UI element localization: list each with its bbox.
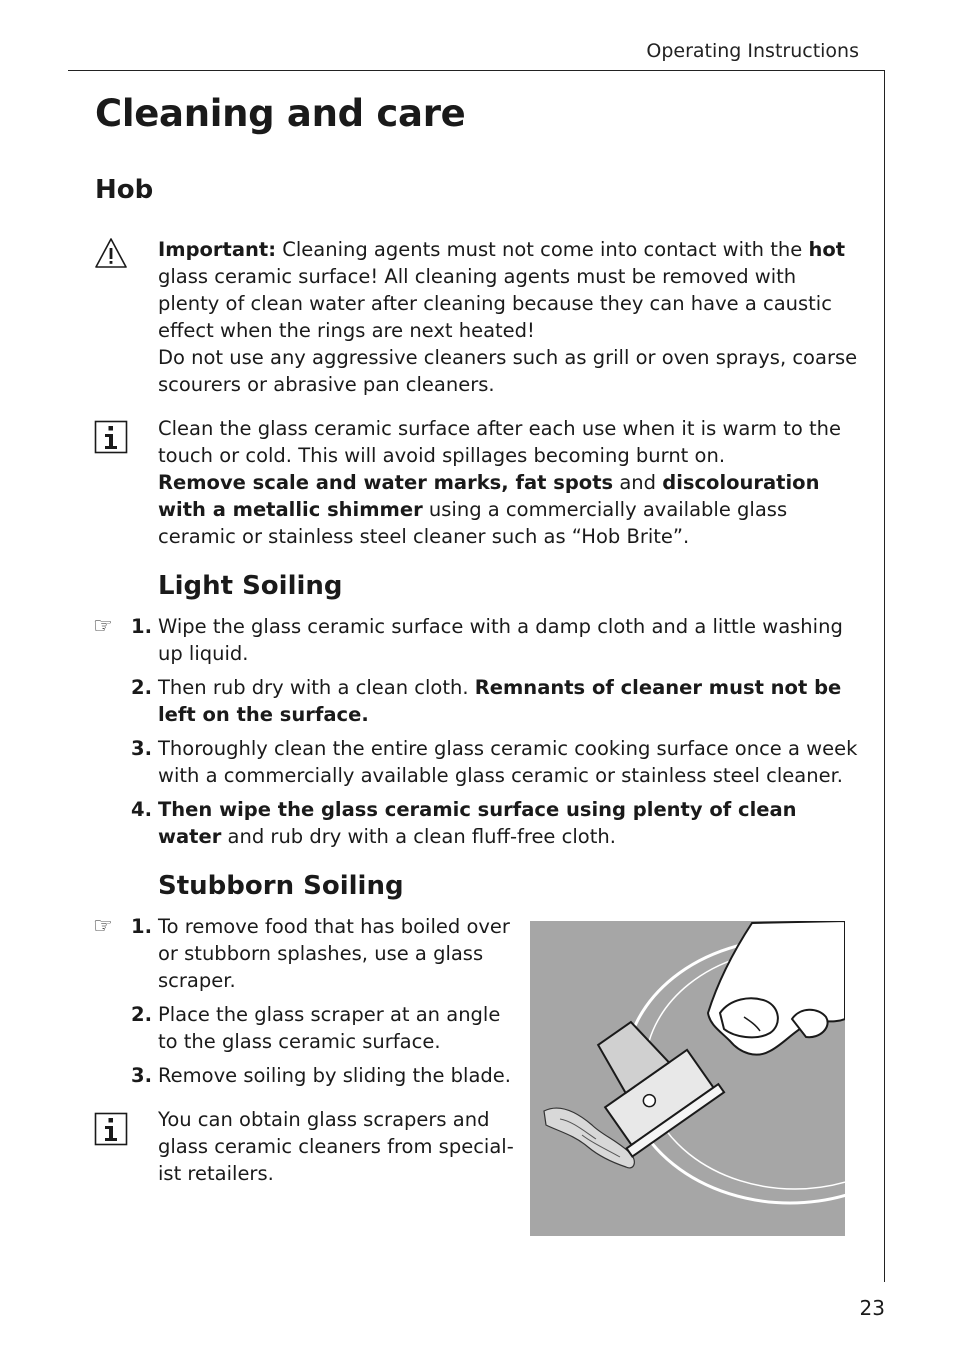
pointing-hand-icon: ☞ <box>93 614 113 639</box>
light-step-2-bold: Remnants of cleaner must not be left on the surface. <box>158 676 842 726</box>
stubborn-step-1: To remove food that has boiled over or stubborn splashes, use a glass scraper. <box>158 915 510 992</box>
light-step-2 <box>158 674 848 728</box>
warning-text-b: glass ceramic surface! All cleaning agents must be removed with plenty of clean water after cleaning because they can have a caustic effect when the rings are next heated! <box>158 265 832 342</box>
pointing-hand-icon: ☞ <box>93 914 113 939</box>
info-icon <box>94 1112 128 1146</box>
glass-scraper-illustration <box>530 921 845 1236</box>
margin-rule <box>884 70 885 1282</box>
light-step-4-bold: Then wipe the glass ceramic surface using plenty of clean water <box>158 798 797 848</box>
step-number: 1. <box>131 615 152 638</box>
warning-text-c: Do not use any aggressive cleaners such as grill or oven sprays, coarse scourers or abrasive pan cleaners. <box>158 346 858 396</box>
stubborn-step-3: Remove soiling by sliding the blade. <box>158 1064 511 1087</box>
step-number: 2. <box>131 676 152 699</box>
step-number: 3. <box>131 1064 152 1087</box>
step-number: 1. <box>131 915 152 938</box>
page-title: Cleaning and care <box>95 92 466 135</box>
warning-hot: hot <box>808 238 846 261</box>
warning-triangle-icon <box>94 236 128 270</box>
running-header: Operating Instructions <box>646 40 859 62</box>
warning-paragraph <box>158 236 858 398</box>
light-step-4 <box>158 796 848 850</box>
step-number: 3. <box>131 737 152 760</box>
stubborn-step-2: Place the glass scraper at an angle to the glass ceramic surface. <box>158 1003 501 1053</box>
info-icon <box>94 420 128 454</box>
section-heading-light-soiling: Light Soiling <box>158 571 343 601</box>
info-text-b: using a commercially available glass ceramic or stainless steel cleaner such as “Hob Brite”. <box>158 498 788 548</box>
light-step-2-text: Then rub dry with a clean cloth. <box>158 676 475 699</box>
info-and: and <box>613 471 663 494</box>
important-label: Important: <box>158 238 277 261</box>
section-heading-hob: Hob <box>95 175 154 205</box>
warning-text-a: Cleaning agents must not come into contact with the <box>276 238 809 261</box>
page-number: 23 <box>859 1296 885 1320</box>
info-bold-b: discolouration with a metallic shimmer <box>158 471 820 521</box>
stubborn-info-paragraph: You can obtain glass scrapers and glass ceramic cleaners from special-ist retailers. <box>158 1108 514 1185</box>
info-text-a: Clean the glass ceramic surface after each use when it is warm to the touch or cold. This will avoid spillages becoming burnt on. <box>158 417 841 467</box>
light-step-3: Thoroughly clean the entire glass ceramic cooking surface once a week with a commercially available glass ceramic or stainless steel cleaner. <box>158 737 858 787</box>
info-paragraph <box>158 415 858 550</box>
light-step-1: Wipe the glass ceramic surface with a damp cloth and a little washing up liquid. <box>158 615 843 665</box>
light-step-4-text: and rub dry with a clean fluff-free cloth. <box>221 825 616 848</box>
info-bold-a: Remove scale and water marks, fat spots <box>158 471 614 494</box>
section-heading-stubborn-soiling: Stubborn Soiling <box>158 871 404 901</box>
header-rule <box>68 70 885 71</box>
step-number: 2. <box>131 1003 152 1026</box>
step-number: 4. <box>131 798 152 821</box>
